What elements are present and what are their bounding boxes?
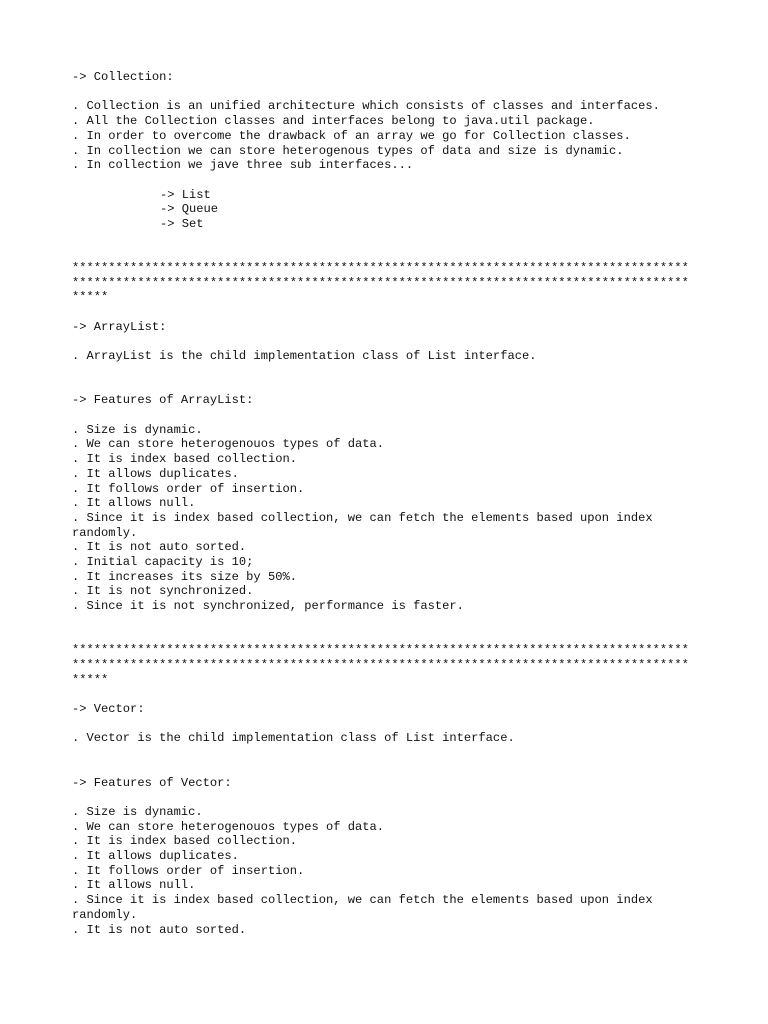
arraylist-feature: . It follows order of insertion.: [72, 481, 305, 496]
vector-feature: . It is not auto sorted.: [72, 922, 247, 937]
separator-line: *************************************************************************************: [72, 643, 689, 658]
vector-feature: . We can store heterogenouos types of data.: [72, 819, 385, 834]
vector-feature: . It is index based collection.: [72, 834, 297, 849]
arraylist-feature: . It is not synchronized.: [72, 584, 254, 599]
separator-line: *****: [72, 290, 109, 305]
collection-point: . In order to overcome the drawback of an array we go for Collection classes.: [72, 128, 631, 143]
arraylist-features-heading: -> Features of ArrayList:: [72, 393, 254, 408]
sub-interface-item: -> List: [160, 187, 211, 202]
collection-point: . In collection we jave three sub interfaces...: [72, 158, 414, 173]
separator-line: *************************************************************************************: [72, 657, 689, 672]
arraylist-feature: . Initial capacity is 10;: [72, 555, 254, 570]
arraylist-feature: . Since it is not synchronized, performance is faster.: [72, 599, 464, 614]
spacer: [72, 232, 712, 247]
collection-point: . All the Collection classes and interfaces belong to java.util package.: [72, 114, 595, 129]
arraylist-feature: . Size is dynamic.: [72, 422, 203, 437]
vector-definition: . Vector is the child implementation class of List interface.: [72, 731, 515, 746]
spacer: [72, 746, 712, 761]
arraylist-feature: . It increases its size by 50%.: [72, 569, 297, 584]
vector-feature: . Size is dynamic.: [72, 804, 203, 819]
document-page: [72, 70, 712, 937]
arraylist-feature: . We can store heterogenouos types of data.: [72, 437, 385, 452]
vector-heading: -> Vector:: [72, 702, 145, 717]
spacer: [72, 85, 712, 100]
sub-interface-item: -> Set: [160, 217, 204, 231]
spacer: [72, 408, 712, 423]
arraylist-feature: . It allows null.: [72, 496, 196, 511]
arraylist-feature: . Since it is index based collection, we can fetch the elements based upon index: [72, 510, 653, 525]
arraylist-feature: . It allows duplicates.: [72, 466, 239, 481]
collection-heading: -> Collection:: [72, 70, 174, 84]
vector-feature: randomly.: [72, 907, 138, 922]
separator-line: *************************************************************************************: [72, 261, 689, 276]
vector-feature: . It allows null.: [72, 878, 196, 893]
sub-interface-item: -> Queue: [160, 202, 219, 217]
separator-line: *****: [72, 672, 109, 687]
spacer: [72, 790, 712, 805]
spacer: [72, 364, 712, 379]
spacer: [72, 379, 712, 394]
spacer: [72, 614, 712, 629]
spacer: [72, 761, 712, 776]
arraylist-feature: . It is not auto sorted.: [72, 540, 247, 555]
arraylist-feature: . It is index based collection.: [72, 452, 297, 467]
spacer: [72, 629, 712, 644]
spacer: [72, 335, 712, 350]
spacer: [72, 173, 712, 188]
vector-feature: . Since it is index based collection, we can fetch the elements based upon index: [72, 893, 653, 908]
arraylist-feature: randomly.: [72, 525, 138, 540]
spacer: [72, 246, 712, 261]
spacer: [72, 687, 712, 702]
arraylist-heading: -> ArrayList:: [72, 319, 167, 334]
arraylist-definition: . ArrayList is the child implementation class of List interface.: [72, 349, 537, 364]
separator-line: *************************************************************************************: [72, 275, 689, 290]
collection-point: . In collection we can store heterogenous types of data and size is dynamic.: [72, 143, 624, 158]
vector-feature: . It allows duplicates.: [72, 849, 239, 864]
vector-feature: . It follows order of insertion.: [72, 863, 305, 878]
spacer: [72, 717, 712, 732]
vector-features-heading: -> Features of Vector:: [72, 775, 232, 790]
collection-point: . Collection is an unified architecture which consists of classes and interfaces.: [72, 99, 660, 114]
spacer: [72, 305, 712, 320]
